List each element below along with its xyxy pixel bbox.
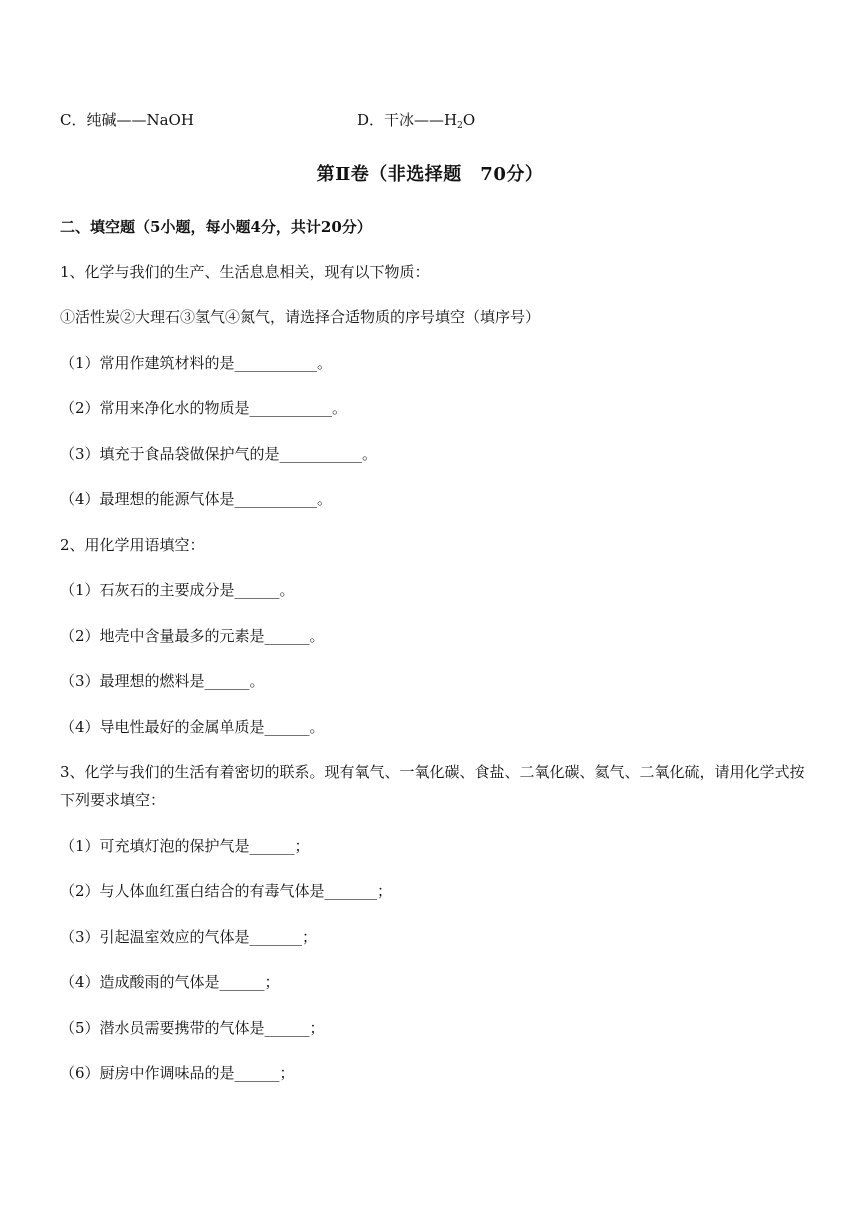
section-title: 二、填空题（5小题，每小题4分，共计20分） <box>60 218 372 236</box>
q3-item: （6）厨房中作调味品的是______； <box>60 1064 295 1082</box>
q3-item: （2）与人体血红蛋白结合的有毒气体是_______； <box>60 882 393 900</box>
q3-item: （5）潜水员需要携带的气体是______； <box>60 1019 325 1037</box>
q2-stem: 2、用化学用语填空： <box>60 536 205 554</box>
q3-item: （1）可充填灯泡的保护气是______； <box>60 837 310 855</box>
option-d-subscript: 2 <box>457 121 463 131</box>
q2-item: （2）地壳中含量最多的元素是______。 <box>60 627 325 645</box>
option-d-text: D．干冰——H <box>357 111 458 129</box>
option-d <box>357 109 475 131</box>
option-d-text-post: O <box>462 111 476 129</box>
q2-item: （1）石灰石的主要成分是______。 <box>60 581 295 599</box>
q3-item: （3）引起温室效应的气体是_______； <box>60 928 318 946</box>
q2-item: （3）最理想的燃料是______。 <box>60 672 265 690</box>
q1-stem: 1、化学与我们的生产、生活息息相关，现有以下物质： <box>60 263 430 281</box>
part-title: 第Ⅱ卷（非选择题 70分） <box>316 164 544 185</box>
option-c: C．纯碱——NaOH <box>60 111 194 129</box>
q1-item: （2）常用来净化水的物质是___________。 <box>60 399 348 417</box>
q1-item: （4）最理想的能源气体是___________。 <box>60 490 333 508</box>
q3-stem: 3、化学与我们的生活有着密切的联系。现有氧气、一氧化碳、食盐、二氧化碳、氦气、二氧化硫，请用化学式按下列要求填空： <box>60 763 805 809</box>
q3-item: （4）造成酸雨的气体是______； <box>60 973 280 991</box>
q2-item: （4）导电性最好的金属单质是______。 <box>60 718 325 736</box>
q1-item: （1）常用作建筑材料的是___________。 <box>60 354 333 372</box>
q1-materials: ①活性炭②大理石③氢气④氮气，请选择合适物质的序号填空（填序号） <box>60 308 541 326</box>
q1-item: （3）填充于食品袋做保护气的是___________。 <box>60 445 378 463</box>
